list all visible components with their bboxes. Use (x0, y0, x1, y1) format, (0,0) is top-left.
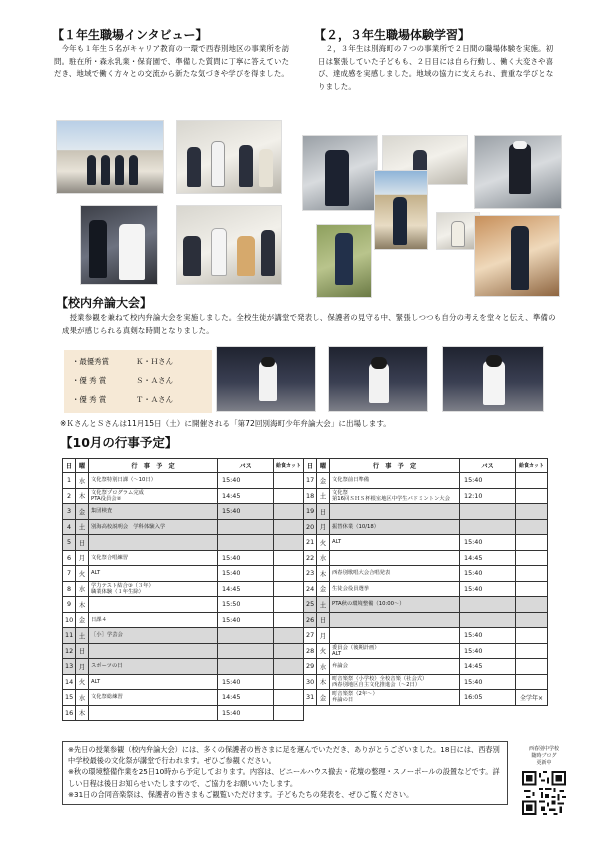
header-weekday: 曜 (317, 459, 330, 473)
schedule-table-left (62, 458, 304, 721)
schedule-weekday: 金 (317, 581, 330, 597)
photo-experience-warehouse (474, 215, 560, 297)
schedule-day: 31 (304, 690, 317, 706)
schedule-bus: 14:45 (460, 550, 516, 566)
header-lunch-cut: 給食カット (516, 459, 548, 473)
award-name: Ｓ・Ａさん (136, 376, 173, 385)
schedule-row (304, 504, 548, 520)
schedule-bus: 15:40 (218, 504, 274, 520)
schedule-bus (460, 597, 516, 613)
schedule-event (89, 597, 218, 613)
schedule-bus: 16:05 (460, 690, 516, 706)
schedule-bus: 15:40 (460, 628, 516, 644)
schedule-day: 7 (63, 566, 76, 582)
schedule-row (304, 628, 548, 644)
schedule-row (304, 612, 548, 628)
photo-speech-2 (328, 346, 428, 412)
schedule-bus: 12:10 (460, 488, 516, 504)
schedule-bus (460, 612, 516, 628)
schedule-row (63, 550, 304, 566)
schedule-lunch-cut (516, 504, 548, 520)
schedule-weekday: 金 (76, 504, 89, 520)
schedule-bus: 15:40 (218, 566, 274, 582)
schedule-lunch-cut (516, 488, 548, 504)
schedule-day: 23 (304, 566, 317, 582)
schedule-row (304, 473, 548, 489)
schedule-event (330, 550, 460, 566)
schedule-bus: 15:40 (218, 550, 274, 566)
schedule-bus (218, 659, 274, 675)
interview-text: 今年も１年生５名がキャリア教育の一環で西春別地区の事業所を訪問。駐在所・森永乳業・保育園で、準備した質問に丁寧に答えていただき、地域で働く方々との交流から新たな気づきや学びを得ました。 (54, 44, 290, 78)
schedule-lunch-cut (516, 473, 548, 489)
speech-text: 授業参観を兼ねて校内弁論大会を実施しました。全校生徒が講堂で発表し、保護者の見守る中、緊張しつつも自分の考えを堂々と伝え、準備の成果が感じられる真剣な時間となりました。 (62, 313, 556, 335)
schedule-lunch-cut (274, 535, 304, 551)
schedule-day: 18 (304, 488, 317, 504)
schedule-bus: 15:40 (218, 705, 274, 721)
schedule-weekday: 月 (317, 628, 330, 644)
schedule-day: 20 (304, 519, 317, 535)
schedule-lunch-cut (274, 488, 304, 504)
schedule-row (304, 674, 548, 690)
schedule-bus (218, 519, 274, 535)
schedule-lunch-cut (274, 705, 304, 721)
schedule-lunch-cut (516, 643, 548, 659)
schedule-row (63, 535, 304, 551)
schedule-row (63, 504, 304, 520)
schedule-weekday: 日 (76, 643, 89, 659)
schedule-event: ALT (330, 535, 460, 551)
schedule-lunch-cut (516, 535, 548, 551)
schedule-lunch-cut (516, 674, 548, 690)
schedule-bus: 15:40 (460, 566, 516, 582)
schedule-weekday: 木 (317, 566, 330, 582)
schedule-row (304, 488, 548, 504)
schedule-row (63, 705, 304, 721)
experience-title: 【２，３年生職場体験学習】 (314, 28, 471, 42)
schedule-weekday: 火 (317, 643, 330, 659)
schedule-lunch-cut (516, 597, 548, 613)
schedule-lunch-cut (274, 628, 304, 644)
photo-interview-building (56, 120, 164, 194)
schedule-weekday: 土 (317, 488, 330, 504)
schedule-event: 文化祭合唱練習 (89, 550, 218, 566)
schedule-lunch-cut (516, 628, 548, 644)
schedule-lunch-cut (516, 566, 548, 582)
schedule-day: 1 (63, 473, 76, 489)
notes-box (62, 741, 508, 805)
photo-interview-police (80, 205, 158, 285)
schedule-row (63, 674, 304, 690)
schedule-event: 弁論会 (330, 659, 460, 675)
schedule-event (330, 628, 460, 644)
schedule-event: スポーツの日 (89, 659, 218, 675)
schedule-weekday: 木 (76, 488, 89, 504)
schedule-bus (218, 643, 274, 659)
schedule-day: 9 (63, 597, 76, 613)
interview-title: 【１年生職場インタビュー】 (52, 28, 208, 42)
schedule-lunch-cut (516, 659, 548, 675)
schedule-event: 文化祭特別日課（～10日） (89, 473, 218, 489)
schedule-weekday: 土 (76, 519, 89, 535)
schedule-weekday: 木 (76, 705, 89, 721)
photo-speech-3 (442, 346, 544, 412)
schedule-weekday: 日 (317, 612, 330, 628)
schedule-row (63, 566, 304, 582)
header-day: 日 (304, 459, 317, 473)
schedule-weekday: 日 (76, 535, 89, 551)
schedule-row (304, 550, 548, 566)
schedule-weekday: 月 (317, 519, 330, 535)
schedule-bus: 14:45 (460, 659, 516, 675)
schedule-weekday: 水 (317, 550, 330, 566)
photo-experience-cooking (474, 135, 562, 209)
award-label: ・優 秀 賞 (72, 395, 107, 404)
schedule-lunch-cut (274, 690, 304, 706)
schedule-day: 25 (304, 597, 317, 613)
schedule-bus: 15:40 (460, 473, 516, 489)
schedule-lunch-cut (274, 597, 304, 613)
schedule-row (304, 643, 548, 659)
schedule-lunch-cut: 全学年× (516, 690, 548, 706)
schedule-lunch-cut (274, 612, 304, 628)
schedule-row (63, 612, 304, 628)
schedule-day: 30 (304, 674, 317, 690)
schedule-weekday: 金 (317, 473, 330, 489)
photo-experience-kitchen (302, 135, 378, 211)
schedule-weekday: 水 (76, 473, 89, 489)
awards-box (64, 350, 212, 413)
schedule-event: 集団検査 (89, 504, 218, 520)
schedule-lunch-cut (516, 519, 548, 535)
schedule-table-right (303, 458, 548, 706)
schedule-day: 22 (304, 550, 317, 566)
schedule-row (63, 628, 304, 644)
schedule-event: 学力テスト結合③（３年） 職業体験（１年生除） (89, 581, 218, 597)
qr-code-icon[interactable] (522, 771, 566, 815)
photo-interview-office (176, 120, 282, 194)
speech-title: 【校内弁論大会】 (56, 296, 153, 310)
schedule-weekday: 金 (317, 690, 330, 706)
photo-experience-farm (316, 224, 372, 298)
schedule-bus (218, 535, 274, 551)
header-bus: バス (218, 459, 274, 473)
schedule-row (304, 597, 548, 613)
schedule-weekday: 火 (76, 674, 89, 690)
schedule-lunch-cut (274, 504, 304, 520)
experience-text: ２，３年生は別海町の７つの事業所で２日間の職場体験を実施。初日は緊張していた子どもも、２日目には自ら行動し、働く大変さや喜び、達成感を実感しました。地域の協力に支えられ、貴重な学びとなりました。 (318, 44, 554, 91)
schedule-event (330, 504, 460, 520)
schedule-weekday: 月 (76, 550, 89, 566)
schedule-day: 4 (63, 519, 76, 535)
schedule-event: 文化祭プログラム完成 PTA役員会② (89, 488, 218, 504)
schedule-event: 町音楽祭（2年～） 弁論の日 (330, 690, 460, 706)
schedule-row (304, 566, 548, 582)
photo-speech-1 (216, 346, 316, 412)
schedule-row (304, 581, 548, 597)
schedule-row (304, 519, 548, 535)
schedule-weekday: 日 (317, 504, 330, 520)
schedule-day: 6 (63, 550, 76, 566)
schedule-event (89, 643, 218, 659)
schedule-event: 文化祭総練習 (89, 690, 218, 706)
schedule-event: 別海高校説明会 学科体験入学 (89, 519, 218, 535)
schedule-day: 13 (63, 659, 76, 675)
schedule-weekday: 木 (76, 597, 89, 613)
schedule-bus: 14:45 (218, 488, 274, 504)
photo-experience-store (374, 170, 428, 250)
schedule-lunch-cut (274, 550, 304, 566)
award-name: Ｔ・Ａさん (136, 395, 173, 404)
header-day: 日 (63, 459, 76, 473)
schedule-row (304, 690, 548, 706)
header-lunch-cut: 給食カット (274, 459, 304, 473)
schedule-day: 14 (63, 674, 76, 690)
schedule-lunch-cut (274, 659, 304, 675)
speech-footnote: ※ＫさんとＳさんは11月15日（土）に開催される「第72回別海町少年弁論大会」に出場します。 (60, 419, 391, 428)
schedule-weekday: 水 (76, 581, 89, 597)
schedule-row (63, 488, 304, 504)
header-bus: バス (460, 459, 516, 473)
photo-interview-nursery (176, 205, 282, 285)
schedule-event: 振替休業（10/18） (330, 519, 460, 535)
award-row (72, 375, 173, 386)
schedule-row (63, 581, 304, 597)
note-item: ※秋の環境整備作業を25日10時から予定しております。内容は、ビニールハウス撤去・花壇の整理・スノーポールの設置などです。詳しい日程は後日お知らせいたしますので、ご協力をお願いいたします。 (68, 767, 500, 788)
schedule-lunch-cut (516, 550, 548, 566)
header-weekday: 曜 (76, 459, 89, 473)
schedule-bus: 15:40 (218, 612, 274, 628)
note-item: ※31日の合同音楽祭は、保護者の皆さまもご観覧いただけます。子どもたちの発表を、ぜひご覧ください。 (68, 789, 414, 799)
schedule-weekday: 水 (317, 659, 330, 675)
schedule-weekday: 水 (76, 690, 89, 706)
schedule-event: 日課４ (89, 612, 218, 628)
schedule-event: 文化祭前日準備 (330, 473, 460, 489)
header-event: 行 事 予 定 (89, 459, 218, 473)
schedule-bus: 15:40 (218, 473, 274, 489)
schedule-lunch-cut (274, 581, 304, 597)
schedule-bus: 15:50 (218, 597, 274, 613)
award-name: Ｋ・Ｈさん (136, 357, 173, 366)
schedule-weekday: 土 (76, 628, 89, 644)
schedule-weekday: 火 (76, 566, 89, 582)
header-event: 行 事 予 定 (330, 459, 460, 473)
schedule-day: 11 (63, 628, 76, 644)
schedule-day: 8 (63, 581, 76, 597)
schedule-lunch-cut (516, 581, 548, 597)
schedule-event: 町音楽祭（小学校）全校音楽（社会式） 西春別地区自主文化推進会（～2日） (330, 674, 460, 690)
award-label: ・優 秀 賞 (72, 376, 107, 385)
schedule-bus: 15:40 (460, 535, 516, 551)
schedule-lunch-cut (274, 643, 304, 659)
schedule-day: 16 (63, 705, 76, 721)
schedule-bus (460, 504, 516, 520)
schedule-lunch-cut (274, 519, 304, 535)
schedule-bus: 14:45 (218, 581, 274, 597)
schedule-lunch-cut (516, 612, 548, 628)
schedule-day: 2 (63, 488, 76, 504)
schedule-event: 委員会（後期計画） ALT (330, 643, 460, 659)
schedule-header-row (304, 459, 548, 473)
schedule-weekday: 木 (317, 674, 330, 690)
schedule-lunch-cut (274, 566, 304, 582)
schedule-bus (460, 519, 516, 535)
schedule-row (63, 519, 304, 535)
qr-label: 西春別中学校 随時ブログ 更新中 (528, 746, 559, 766)
schedule-row (63, 659, 304, 675)
schedule-day: 19 (304, 504, 317, 520)
schedule-event: 生徒会役員選挙 (330, 581, 460, 597)
schedule-event: ALT (89, 566, 218, 582)
schedule-weekday: 土 (317, 597, 330, 613)
schedule-bus: 15:40 (460, 581, 516, 597)
schedule-event: ［小］学芸会 (89, 628, 218, 644)
schedule-lunch-cut (274, 674, 304, 690)
schedule-day: 12 (63, 643, 76, 659)
schedule-weekday: 月 (76, 659, 89, 675)
schedule-day: 27 (304, 628, 317, 644)
schedule-day: 5 (63, 535, 76, 551)
schedule-event (330, 612, 460, 628)
schedule-weekday: 火 (317, 535, 330, 551)
schedule-bus: 15:40 (460, 674, 516, 690)
schedule-weekday: 金 (76, 612, 89, 628)
schedule-bus (218, 628, 274, 644)
schedule-header-row (63, 459, 304, 473)
schedule-lunch-cut (274, 473, 304, 489)
schedule-day: 24 (304, 581, 317, 597)
schedule-bus: 14:45 (218, 690, 274, 706)
note-item: ※先日の授業参観（校内弁論大会）には、多くの保護者の皆さまに足を運んでいただき、ありがとうございました。18日には、西春別中学校最後の文化祭が講堂で行われます。ぜひご参観ください。 (68, 745, 500, 766)
schedule-row (63, 643, 304, 659)
schedule-row (63, 690, 304, 706)
schedule-event: ALT (89, 674, 218, 690)
schedule-bus: 15:40 (218, 674, 274, 690)
schedule-day: 29 (304, 659, 317, 675)
schedule-event: PTA秋の環境整備（10:00～） (330, 597, 460, 613)
award-row (72, 394, 173, 405)
schedule-event (89, 705, 218, 721)
schedule-row (304, 535, 548, 551)
schedule-day: 26 (304, 612, 317, 628)
award-label: ・最優秀賞 (72, 357, 109, 366)
award-row (72, 356, 173, 367)
schedule-day: 17 (304, 473, 317, 489)
schedule-row (304, 659, 548, 675)
schedule-event: 西春別歌唱大会合唱発表 (330, 566, 460, 582)
schedule-day: 15 (63, 690, 76, 706)
schedule-row (63, 473, 304, 489)
schedule-day: 3 (63, 504, 76, 520)
schedule-row (63, 597, 304, 613)
schedule-day: 21 (304, 535, 317, 551)
schedule-day: 10 (63, 612, 76, 628)
schedule-event (89, 535, 218, 551)
schedule-bus: 15:40 (460, 643, 516, 659)
schedule-event: 文化祭 第16回ＳＨＳ杯根室地区中学生バドミントン大会 (330, 488, 460, 504)
schedule-day: 28 (304, 643, 317, 659)
schedule-title: 【10月の行事予定】 (60, 435, 178, 450)
